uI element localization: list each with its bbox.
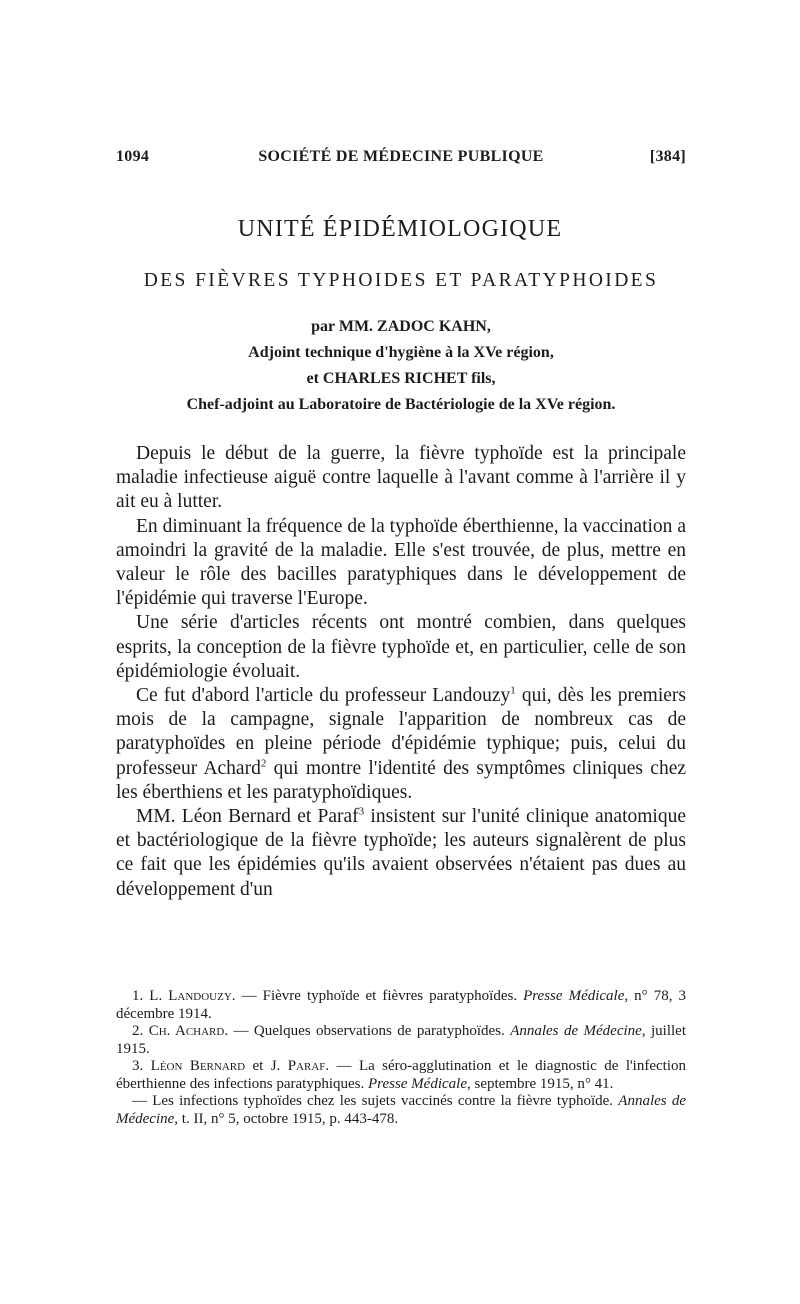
- bracket-page-ref: [384]: [649, 148, 686, 165]
- footnote-3-continued: — Les infections typhoïdes chez les sujets vaccinés contre la fièvre typhoïde. Annales de Médecine, t. II, n° 5, octobre 1915, p. 443-478.: [116, 1093, 686, 1127]
- byline-affiliation-2: Chef-adjoint au Laboratoire de Bactériologie de la XVe région.: [186, 396, 616, 413]
- byline-authors-2: et CHARLES RICHET fils,: [306, 370, 496, 387]
- footnote-ref-2[interactable]: 2: [260, 757, 267, 770]
- footnote-ref-3[interactable]: 3: [358, 805, 365, 818]
- footnote-1: 1. L. Landouzy. — Fièvre typhoïde et fièvres paratyphoïdes. Presse Médicale, n° 78, 3 décembre 1914.: [116, 988, 686, 1022]
- running-title: SOCIÉTÉ DE MÉDECINE PUBLIQUE: [258, 148, 544, 165]
- footnote-3: 3. Léon Bernard et J. Paraf. — La séro-agglutination et le diagnostic de l'infection éberthienne des infections paratyphiques. Presse Médicale, septembre 1915, n° 41.: [116, 1058, 686, 1092]
- article-title-line1: UNITÉ ÉPIDÉMIOLOGIQUE: [237, 216, 563, 242]
- paragraph-4: Ce fut d'abord l'article du professeur Landouzy$^1$ qui, dès les premiers mois de la campagne, signale l'apparition de nombreux cas de paratyphoïdes en pleine période d'épidémie typhique; puis, celui du professeur Achard$^2$ qui montre l'identité des symptômes cliniques chez les éberthiens et les paratyphoïdiques.: [116, 684, 687, 803]
- footnote-ref-1[interactable]: 1: [510, 684, 516, 697]
- paragraph-5: MM. Léon Bernard et Paraf$^3$ insistent sur l'unité clinique anatomique et bactériologique de la fièvre typhoïde; les auteurs signalèrent de plus ce fait que les épidémies qu'ils avaient observées n'étaient pas dues au développement d'un: [116, 805, 686, 900]
- article-title-line2: DES FIÈVRES TYPHOIDES ET PARATYPHOIDES: [143, 270, 659, 291]
- byline-affiliation-1: Adjoint technique d'hygiène à la XVe région,: [248, 344, 554, 361]
- footnotes: [116, 988, 686, 1128]
- footnote-2: 2. Ch. Achard. — Quelques observations de paratyphoïdes. Annales de Médecine, juillet 1915.: [116, 1023, 687, 1057]
- paragraph-3: Une série d'articles récents ont montré combien, dans quelques esprits, la conception de la fièvre typhoïde et, en particulier, celle de son épidémiologie évoluait.: [116, 612, 686, 682]
- byline-authors-1: par MM. ZADOC KAHN,: [311, 318, 491, 335]
- page-number: 1094: [116, 148, 150, 165]
- article-body: [116, 442, 686, 902]
- paragraph-2: En diminuant la fréquence de la typhoïde éberthienne, la vaccination a amoindri la gravité de la maladie. Elle s'est trouvée, de plus, mettre en valeur le rôle des bacilles paratyphiques dans le développement de l'épidémie qui traverse l'Europe.: [116, 515, 686, 610]
- paragraph-1: Depuis le début de la guerre, la fièvre typhoïde est la principale maladie infectieuse aiguë contre laquelle à l'avant comme à l'arrière il y ait eu à lutter.: [116, 443, 686, 513]
- running-header: [116, 148, 686, 170]
